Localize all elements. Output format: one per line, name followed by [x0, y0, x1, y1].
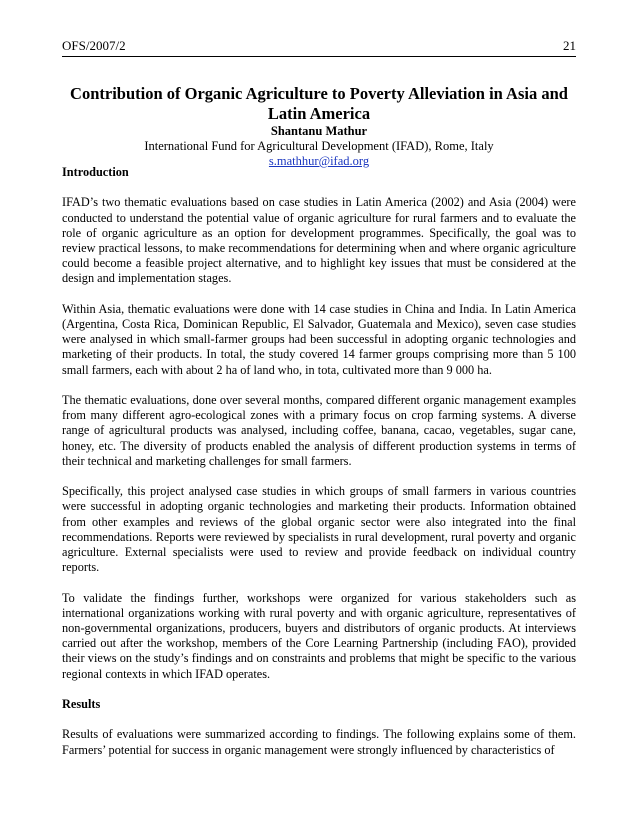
paper-title: Contribution of Organic Agriculture to Poverty Alleviation in Asia and Latin America	[70, 84, 568, 123]
intro-paragraph-4: Specifically, this project analysed case studies in which groups of small farmers in various countries were successful in adopting organic technologies and marketing their products. Information obtained from other examples and reviews of the global organic sector were also integrated into the final recommendations. Reports were reviewed by specialists in rural development, rural poverty and organic agriculture. External specialists were used to review and provide feedback on individual country reports.	[62, 484, 576, 575]
results-paragraph-1: Results of evaluations were summarized according to findings. The following explains some of them. Farmers’ potential for success in organic management were strongly influenced by characteristics of	[62, 727, 576, 757]
document-code: OFS/2007/2	[62, 38, 126, 53]
intro-paragraph-2: Within Asia, thematic evaluations were done with 14 case studies in China and India. In Latin America (Argentina, Costa Rica, Dominican Republic, El Salvador, Guatemala and Mexico), seven case studies were analysed in which small-farmer groups had been successful in adopting organic technologies and marketing of their products. In total, the study covered 14 farmer groups comprising more than 5 100 small farmers, each with about 2 ha of land who, in tota, cultivated more than 9 000 ha.	[62, 301, 576, 377]
results-heading: Results	[62, 697, 101, 712]
running-header	[62, 38, 576, 54]
body-text	[62, 165, 576, 758]
author-email-link[interactable]: s.mathhur@ifad.org	[268, 154, 370, 168]
intro-paragraph-3: The thematic evaluations, done over several months, compared different organic management examples from many different agro-ecological zones with a primary focus on crop farming systems. A diverse range of agricultural products was analysed, including coffee, banana, cacao, vegetables, sugar cane, honey, etc. The diversity of products enabled the analysis of different production systems in terms of their technical and marketing challenges for small farmers.	[62, 393, 576, 468]
introduction-heading: Introduction	[62, 165, 129, 179]
intro-paragraph-5: To validate the findings further, workshops were organized for various stakeholders such as international organizations working with rural poverty and with organic agriculture, representatives of non-governmental organizations, producers, buyers and distributors of organic products. At interviews carried out after the workshop, members of the Core Learning Partnership (including FAO), provided their views on the study’s findings and on constraints and problems that might be specific to the various regional contexts in which IFAD operates.	[62, 590, 576, 681]
page-number: 21	[563, 38, 576, 53]
author-name: Shantanu Mathur	[270, 124, 368, 138]
intro-paragraph-1: IFAD’s two thematic evaluations based on case studies in Latin America (2002) and Asia (2004) were conducted to understand the potential value of organic agriculture for rural farmers and to evaluate the role of organic agriculture as an option for development programmes. Specifically, the goal was to review practical lessons, to make recommendations for determining when and where organic agriculture could become a feasible project alternative, and to highlight key issues that must be considered at the design and implementation stages.	[62, 195, 576, 286]
header-rule	[62, 56, 576, 57]
author-affiliation: International Fund for Agricultural Development (IFAD), Rome, Italy	[144, 139, 494, 153]
